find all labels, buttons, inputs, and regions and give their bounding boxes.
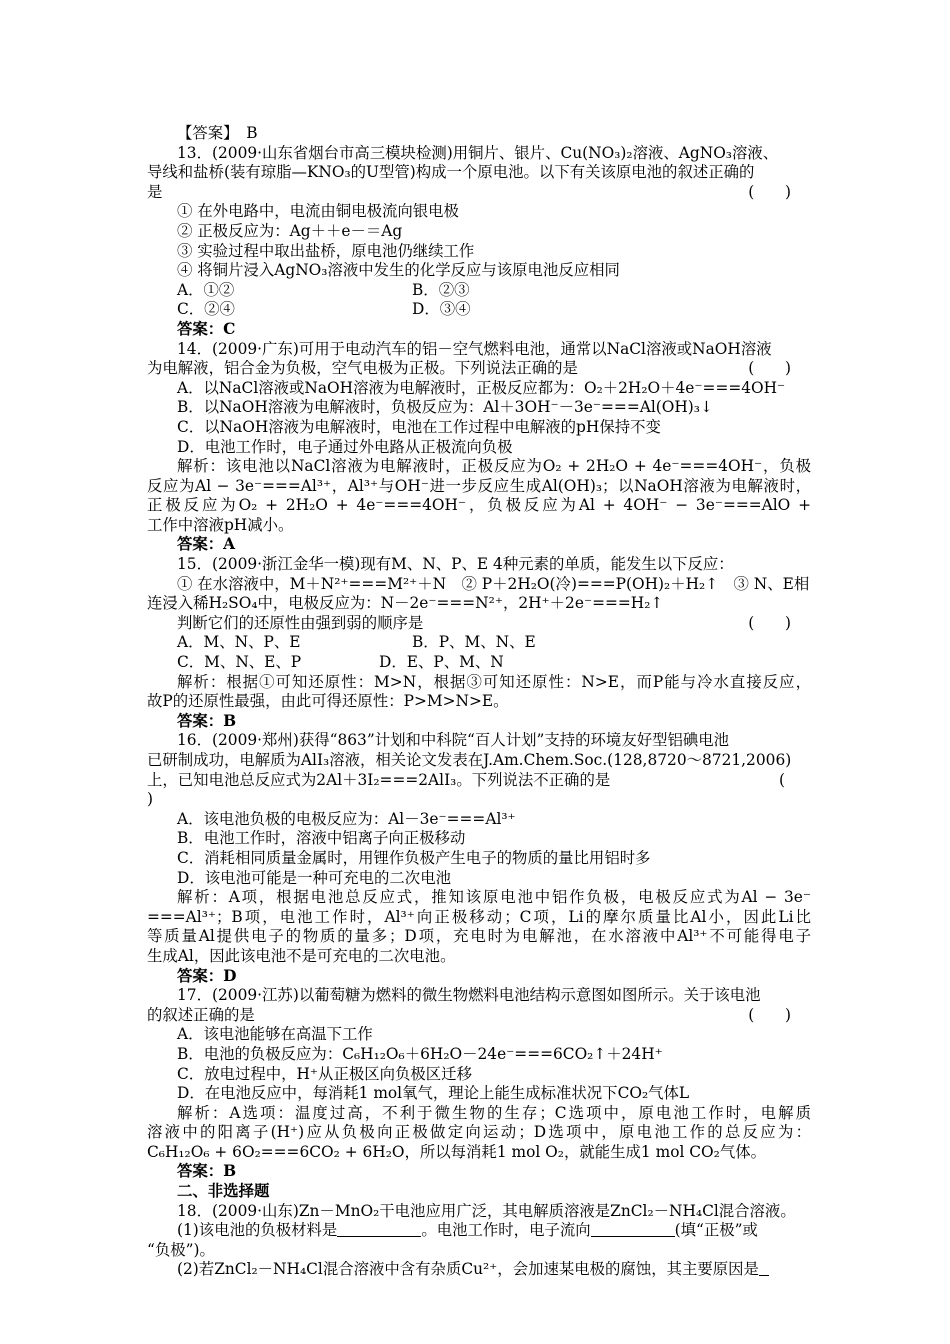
q18-stem-line1: 18．(2009·山东)Zn－MnO₂干电池应用广泛，其电解质溶液是ZnCl₂－NH₄Cl混合溶液。: [177, 1201, 796, 1220]
q13-answer: 答案：C: [177, 319, 236, 338]
q13-option-a: A．①②: [177, 280, 235, 299]
q14-explanation-line4: 工作中溶液pH减小。: [147, 515, 294, 534]
q18-part1-line1: [147, 1221, 811, 1241]
q17-option-a: A．该电池能够在高温下工作: [177, 1025, 373, 1044]
q15-stem-line3: 连浸入稀H₂SO₄中，电极反应为：N－2e⁻===N²⁺，2H⁺＋2e⁻===H₂↑: [147, 594, 664, 613]
q17-explanation-line3: C₆H₁₂O₆ + 6O₂===6CO₂ + 6H₂O，所以每消耗1 mol O₂，就能生成1 mol CO₂气体。: [147, 1142, 767, 1161]
q15-stem-line2: ① 在水溶液中，M＋N²⁺===M²⁺＋N ② P＋2H₂O(冷)===P(OH)₂＋H₂↑ ③ N、E相: [177, 574, 810, 593]
q14-stem-line2: [147, 359, 811, 379]
q13-option-c: C．②④: [177, 300, 235, 319]
q17-option-b: B．电池的负极反应为：C₆H₁₂O₆＋6H₂O－24e⁻===6CO₂↑＋24H⁺: [177, 1044, 663, 1063]
q17-option-c: C．放电过程中，H⁺从正极区向负极区迁移: [177, 1064, 472, 1083]
q15-option-a: A．M、N、P、E: [177, 633, 301, 652]
q15-option-d: D．E、P、M、N: [379, 653, 504, 672]
q16-stem-line3: [147, 771, 811, 791]
q16-paren-open: (: [778, 770, 785, 789]
q13-stem-line1: 13．(2009·山东省烟台市高三模块检测)用铜片、银片、Cu(NO₃)₂溶液、AgNO₃溶液、: [177, 143, 779, 162]
q18-blank-electron-flow[interactable]: [591, 1222, 675, 1237]
q14-explanation-line1: 解析：该电池以NaCl溶液为电解液时，正极反应为O₂ + 2H₂O + 4e⁻===4OH⁻，负极: [177, 457, 811, 476]
q16-option-d: D．该电池可能是一种可充电的二次电池: [177, 868, 451, 887]
q15-option-b: B．P、M、N、E: [412, 633, 536, 652]
q16-option-a: A．该电池负极的电极反应为：Al－3e⁻===Al³⁺: [177, 809, 516, 828]
q14-answer-paren: ( ): [748, 359, 791, 378]
q18-blank-anode-material[interactable]: [337, 1222, 421, 1237]
q14-option-b: B．以NaOH溶液为电解液时，负极反应为：Al＋3OH⁻－3e⁻===Al(OH)₃↓: [177, 398, 713, 417]
q16-explanation-line4: 生成Al，因此该电池不是可充电的二次电池。: [147, 946, 456, 965]
q14-stem-line1: 14．(2009·广东)可用于电动汽车的铝－空气燃料电池，通常以NaCl溶液或NaOH溶液: [177, 339, 772, 358]
q17-stem-tail: 的叙述正确的是: [147, 1005, 255, 1024]
q16-explanation-line2: ===Al³⁺；B项，电池工作时，Al³⁺向正极移动；C项，Li的摩尔质量比Al小，因此Li比: [147, 907, 811, 926]
q13-options-row1: [147, 281, 811, 301]
q17-explanation-line2: 溶液中的阳离子(H⁺)应从负极向正极做定向运动；D选项中，原电池工作的总反应为：: [147, 1123, 811, 1142]
q12-answer: 【答案】 B: [177, 124, 258, 142]
q14-explanation-line2: 反应为Al − 3e⁻===Al³⁺，Al³⁺与OH⁻进一步反应生成Al(OH)₃；以NaOH溶液为电解液时，: [147, 476, 811, 495]
q17-stem-line1: 17．(2009·江苏)以葡萄糖为燃料的微生物燃料电池结构示意图如图所示。关于该电池: [177, 986, 761, 1005]
q14-option-c: C．以NaOH溶液为电解液时，电池在工作过程中电解液的pH保持不变: [177, 417, 661, 436]
q17-answer: 答案：B: [177, 1162, 237, 1181]
q15-options-row2: [147, 653, 811, 673]
q16-answer: 答案：D: [177, 966, 237, 985]
q18-part2-line1: [147, 1260, 811, 1280]
document-page: [147, 124, 811, 1280]
q18-part1-text-c: (填“正极”或: [674, 1221, 758, 1240]
q16-option-c: C．消耗相同质量金属时，用锂作负极产生电子的物质的量比用铝时多: [177, 848, 651, 867]
q17-option-d: D．在电池反应中，每消耗1 mol氧气，理论上能生成标准状况下CO₂气体L: [177, 1084, 690, 1103]
q18-part1-line2: “负极”)。: [147, 1240, 215, 1259]
q16-explanation-line1: 解析：A项，根据电池总反应式，推知该原电池中铝作负极，电极反应式为Al − 3e⁻: [177, 888, 811, 907]
section-heading: 二、非选择题: [177, 1182, 270, 1201]
q16-option-b: B．电池工作时，溶液中铝离子向正极移动: [177, 829, 466, 848]
q14-option-d: D．电池工作时，电子通过外电路从正极流向负极: [177, 437, 513, 456]
q13-statement-1: ① 在外电路中，电流由铜电极流向银电极: [177, 202, 459, 221]
q15-answer: 答案：B: [177, 711, 237, 730]
q14-answer: 答案：A: [177, 535, 236, 554]
q13-statement-3: ③ 实验过程中取出盐桥，原电池仍继续工作: [177, 241, 475, 260]
q13-option-d: D．③④: [412, 300, 471, 319]
q15-stem-line4: [147, 614, 811, 634]
q13-stem-line2: 导线和盐桥(装有琼脂—KNO₃的U型管)构成一个原电池。以下有关该原电池的叙述正确的: [147, 163, 755, 182]
q18-part2-text: (2)若ZnCl₂－NH₄Cl混合溶液中含有杂质Cu²⁺，会加速某电极的腐蚀，其主要原因是: [177, 1260, 759, 1279]
q15-answer-paren: ( ): [748, 613, 791, 632]
q14-explanation-line3: 正极反应为O₂ + 2H₂O + 4e⁻===4OH⁻，负极反应为Al + 4OH⁻ − 3e⁻===AlO +: [147, 496, 811, 515]
q13-stem-tail: 是: [147, 182, 163, 201]
q16-explanation-line3: 等质量Al提供电子的物质的量多；D项，充电时为电解池，在水溶液中Al³⁺不可能得电子: [147, 927, 811, 946]
q16-stem-line1: 16．(2009·郑州)获得“863”计划和中科院“百人计划”支持的环境友好型铝碘电池: [177, 731, 730, 750]
q13-option-b: B．②③: [412, 280, 470, 299]
q15-explanation-line2: 故P的还原性最强，由此可得还原性：P>M>N>E。: [147, 692, 509, 711]
q18-part1-text-a: (1)该电池的负极材料是: [177, 1221, 338, 1240]
q14-stem-tail: 为电解液，铝合金为负极，空气电极为正极。下列说法正确的是: [147, 359, 578, 378]
q16-paren-close: ): [147, 790, 154, 809]
q17-explanation-line1: 解析：A选项：温度过高，不利于微生物的生存；C选项中，原电池工作时，电解质: [177, 1103, 811, 1122]
q18-blank-reason[interactable]: [759, 1261, 769, 1276]
q17-stem-line2: [147, 1006, 811, 1026]
q15-explanation-line1: 解析：根据①可知还原性：M>N，根据③可知还原性：N>E，而P能与冷水直接反应，: [177, 672, 811, 691]
q18-part1-text-b: 。电池工作时，电子流向: [421, 1221, 591, 1240]
q16-stem-tail: 上，已知电池总反应式为2Al＋3I₂===2AlI₃。下列说法不正确的是: [147, 770, 611, 789]
q15-stem-question: 判断它们的还原性由强到弱的顺序是: [177, 613, 424, 632]
q13-answer-paren: ( ): [748, 182, 791, 201]
q17-answer-paren: ( ): [748, 1005, 791, 1024]
q15-options-row1: [147, 633, 811, 653]
q14-option-a: A．以NaCl溶液或NaOH溶液为电解液时，正极反应都为：O₂＋2H₂O＋4e⁻===4OH⁻: [177, 378, 786, 397]
q15-stem-line1: 15．(2009·浙江金华一模)现有M、N、P、E 4种元素的单质，能发生以下反应：: [177, 555, 734, 574]
q13-options-row2: [147, 300, 811, 320]
q13-statement-2: ② 正极反应为：Ag＋＋e－＝Ag: [177, 221, 403, 240]
q15-option-c: C．M、N、E、P: [177, 653, 302, 672]
q16-stem-line2: 已研制成功，电解质为AlI₃溶液，相关论文发表在J.Am.Chem.Soc.(128,8720～8721,2006): [147, 751, 792, 769]
q13-statement-4: ④ 将铜片浸入AgNO₃溶液中发生的化学反应与该原电池反应相同: [177, 261, 620, 280]
q13-stem-line3: [147, 183, 811, 203]
